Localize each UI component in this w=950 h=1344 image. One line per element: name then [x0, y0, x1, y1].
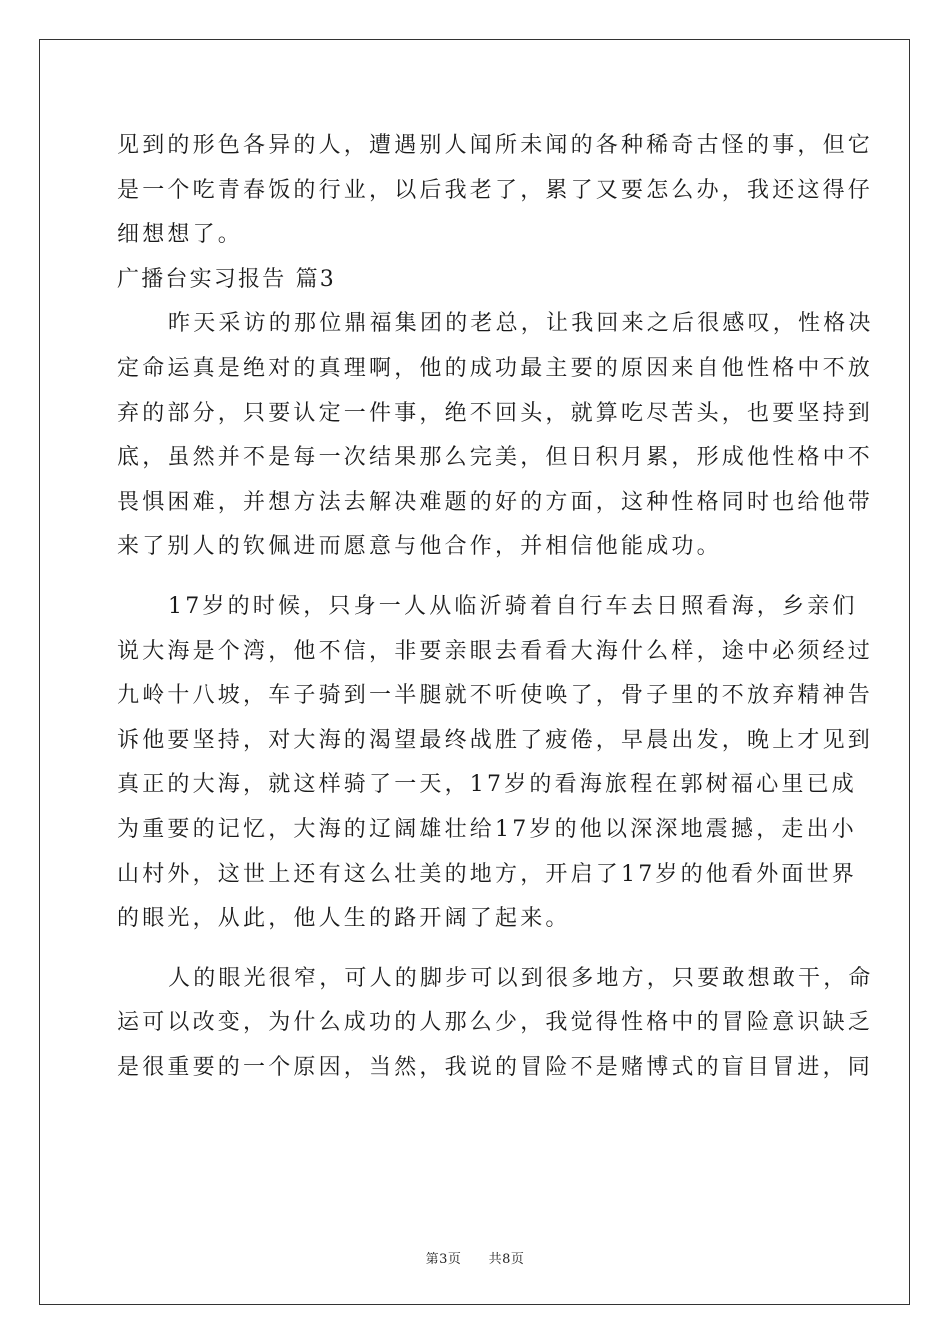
text-line: 细想想了。: [117, 222, 244, 248]
text-line: 昨天采访的那位鼎福集团的老总，让我回来之后很感叹，性格决: [168, 311, 874, 337]
paragraph-spacer: [117, 942, 833, 957]
text-line: 说大海是个湾，他不信，非要亲眼去看看大海什么样，途中必须经过: [117, 638, 874, 664]
text-line: 畏惧困难，并想方法去解决难题的好的方面，这种性格同时也给他带: [117, 489, 874, 515]
section-heading: 广播台实习报告 篇3: [117, 266, 336, 292]
text-line: 九岭十八坡，车子骑到一半腿就不听使唤了，骨子里的不放弃精神告: [117, 683, 874, 709]
text-line: 运可以改变，为什么成功的人那么少，我觉得性格中的冒险意识缺乏: [117, 1010, 874, 1036]
text-line: 诉他要坚持，对大海的渴望最终战胜了疲倦，早晨出发，晚上才见到: [117, 727, 874, 753]
paragraph-3: [117, 957, 874, 1091]
text-line: 是一个吃青春饭的行业，以后我老了，累了又要怎么办，我还这得仔: [117, 177, 874, 203]
text-line: 山村外，这世上还有这么壮美的地方，开启了17岁的他看外面世界: [117, 861, 857, 887]
page-number: 第3页: [425, 1252, 462, 1267]
text-line: 来了别人的钦佩进而愿意与他合作，并相信他能成功。: [117, 534, 722, 560]
text-line: 见到的形色各异的人，遭遇别人闻所未闻的各种稀奇古怪的事，但它: [117, 133, 874, 158]
text-line: 为重要的记忆，大海的辽阔雄壮给17岁的他以深深地震撼，走出小: [117, 816, 857, 842]
text-line: 定命运真是绝对的真理啊，他的成功最主要的原因来自他性格中不放: [117, 355, 874, 381]
page-footer: [0, 1248, 950, 1267]
document-body: [117, 124, 874, 1090]
text-line: 人的眼光很窄，可人的脚步可以到很多地方，只要敢想敢干，命: [168, 965, 874, 991]
text-line: 是很重要的一个原因，当然，我说的冒险不是赌博式的盲目冒进，同: [117, 1054, 874, 1080]
paragraph-1: [117, 302, 874, 570]
paragraph-continuation: [117, 124, 874, 258]
paragraph-spacer: [117, 570, 833, 585]
text-line: 弃的部分，只要认定一件事，绝不回头，就算吃尽苦头，也要坚持到: [117, 400, 874, 426]
paragraph-2: [117, 585, 874, 942]
text-line: 真正的大海，就这样骑了一天，17岁的看海旅程在郭树福心里已成: [117, 772, 857, 798]
text-line: 底，虽然并不是每一次结果那么完美，但日积月累，形成他性格中不: [117, 445, 874, 471]
text-line: 的眼光，从此，他人生的路开阔了起来。: [117, 906, 571, 932]
text-line: 17岁的时候，只身一人从临沂骑着自行车去日照看海，乡亲们: [168, 593, 858, 619]
page-total: 共8页: [488, 1252, 525, 1267]
